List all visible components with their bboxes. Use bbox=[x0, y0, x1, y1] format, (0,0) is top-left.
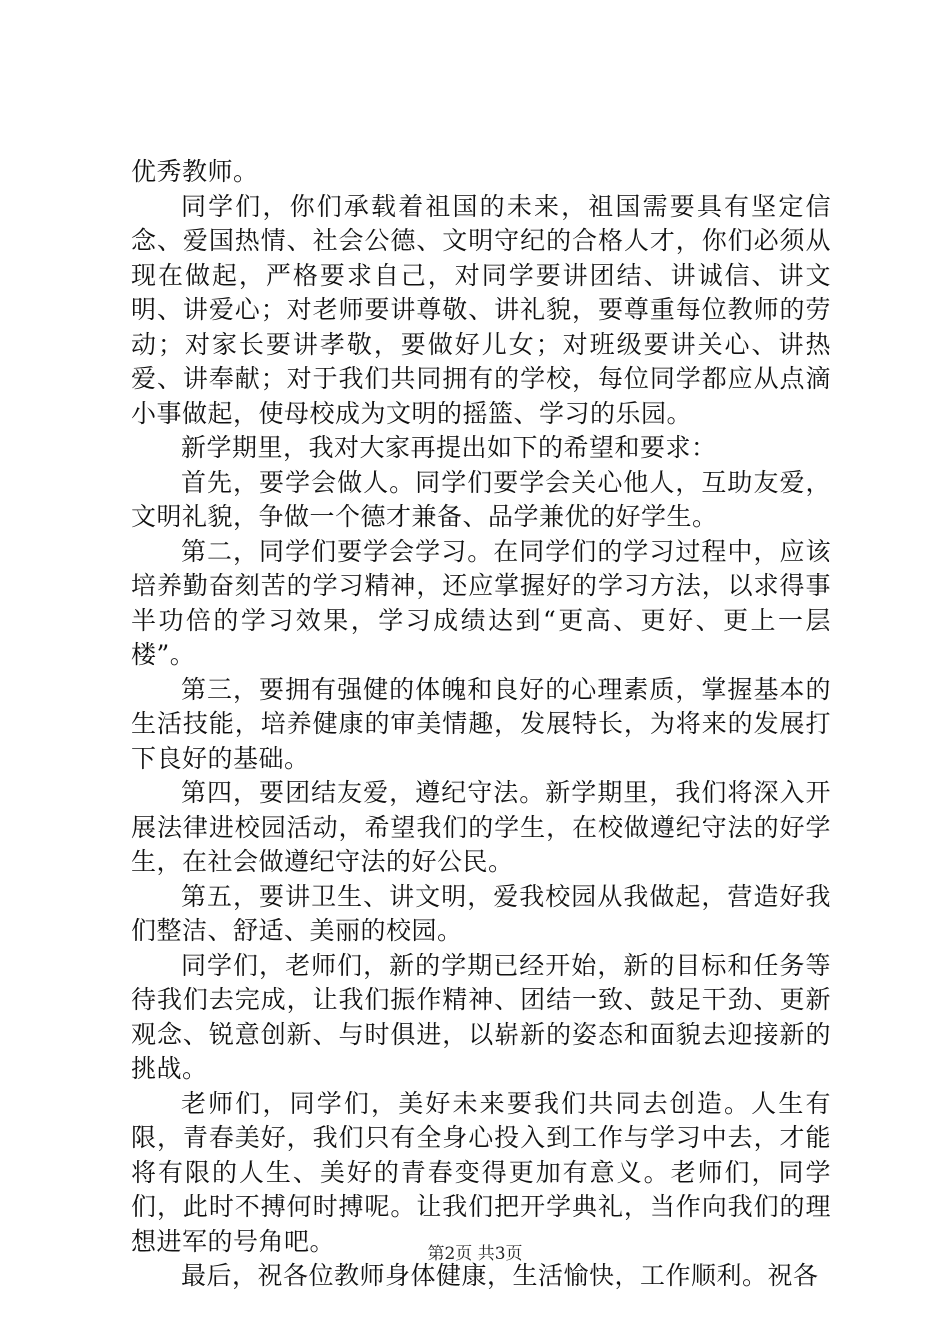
paragraph: 第三，要拥有强健的体魄和良好的心理素质，掌握基本的生活技能，培养健康的审美情趣，发展特长，为将来的发展打下良好的基础。 bbox=[131, 674, 831, 773]
paragraph: 第四，要团结友爱，遵纪守法。新学期里，我们将深入开展法律进校园活动，希望我们的学生，在校做遵纪守法的好学生，在社会做遵纪守法的好公民。 bbox=[131, 778, 831, 876]
paragraph: 同学们，你们承载着祖国的未来，祖国需要具有坚定信念、爱国热情、社会公德、文明守纪的合格人才，你们必须从现在做起，严格要求自己，对同学要讲团结、讲诚信、讲文明、讲爱心；对老师要讲尊敬、讲礼貌，要尊重每位教师的劳动；对家长要讲孝敬，要做好儿女；对班级要讲关心、讲热爱、讲奉献；对于我们共同拥有的学校，每位同学都应从点滴小事做起，使母校成为文明的摇篮、学习的乐园。 bbox=[131, 191, 831, 428]
paragraph: 第五，要讲卫生、讲文明，爱我校园从我做起，营造好我们整洁、舒适、美丽的校园。 bbox=[131, 881, 831, 945]
paragraph: 同学们，老师们，新的学期已经开始，新的目标和任务等待我们去完成，让我们振作精神、团结一致、鼓足干劲、更新观念、锐意创新、与时俱进，以崭新的姿态和面貌去迎接新的挑战。 bbox=[131, 950, 831, 1083]
paragraph: 老师们，同学们，美好未来要我们共同去创造。人生有限，青春美好，我们只有全身心投入到工作与学习中去，才能将有限的人生、美好的青春变得更加有意义。老师们，同学们，此时不搏何时搏呢。让我们把开学典礼，当作向我们的理想进军的号角吧。 bbox=[131, 1088, 831, 1256]
paragraph: 最后，祝各位教师身体健康，生活愉快，工作顺利。祝各 bbox=[181, 1261, 819, 1290]
page-footer: 第2页 共3页 bbox=[427, 1244, 523, 1264]
paragraph: 首先，要学会做人。同学们要学会关心他人，互助友爱，文明礼貌，争做一个德才兼备、品学兼优的好学生。 bbox=[131, 467, 831, 531]
paragraph: 优秀教师。 bbox=[131, 157, 259, 186]
paragraph: 第二，同学们要学会学习。在同学们的学习过程中，应该培养勤奋刻苦的学习精神，还应掌握好的学习方法，以求得事半功倍的学习效果，学习成绩达到“更高、更好、更上一层楼”。 bbox=[131, 536, 831, 669]
document-body bbox=[131, 155, 831, 1294]
paragraph: 新学期里，我对大家再提出如下的希望和要求： bbox=[181, 433, 717, 462]
